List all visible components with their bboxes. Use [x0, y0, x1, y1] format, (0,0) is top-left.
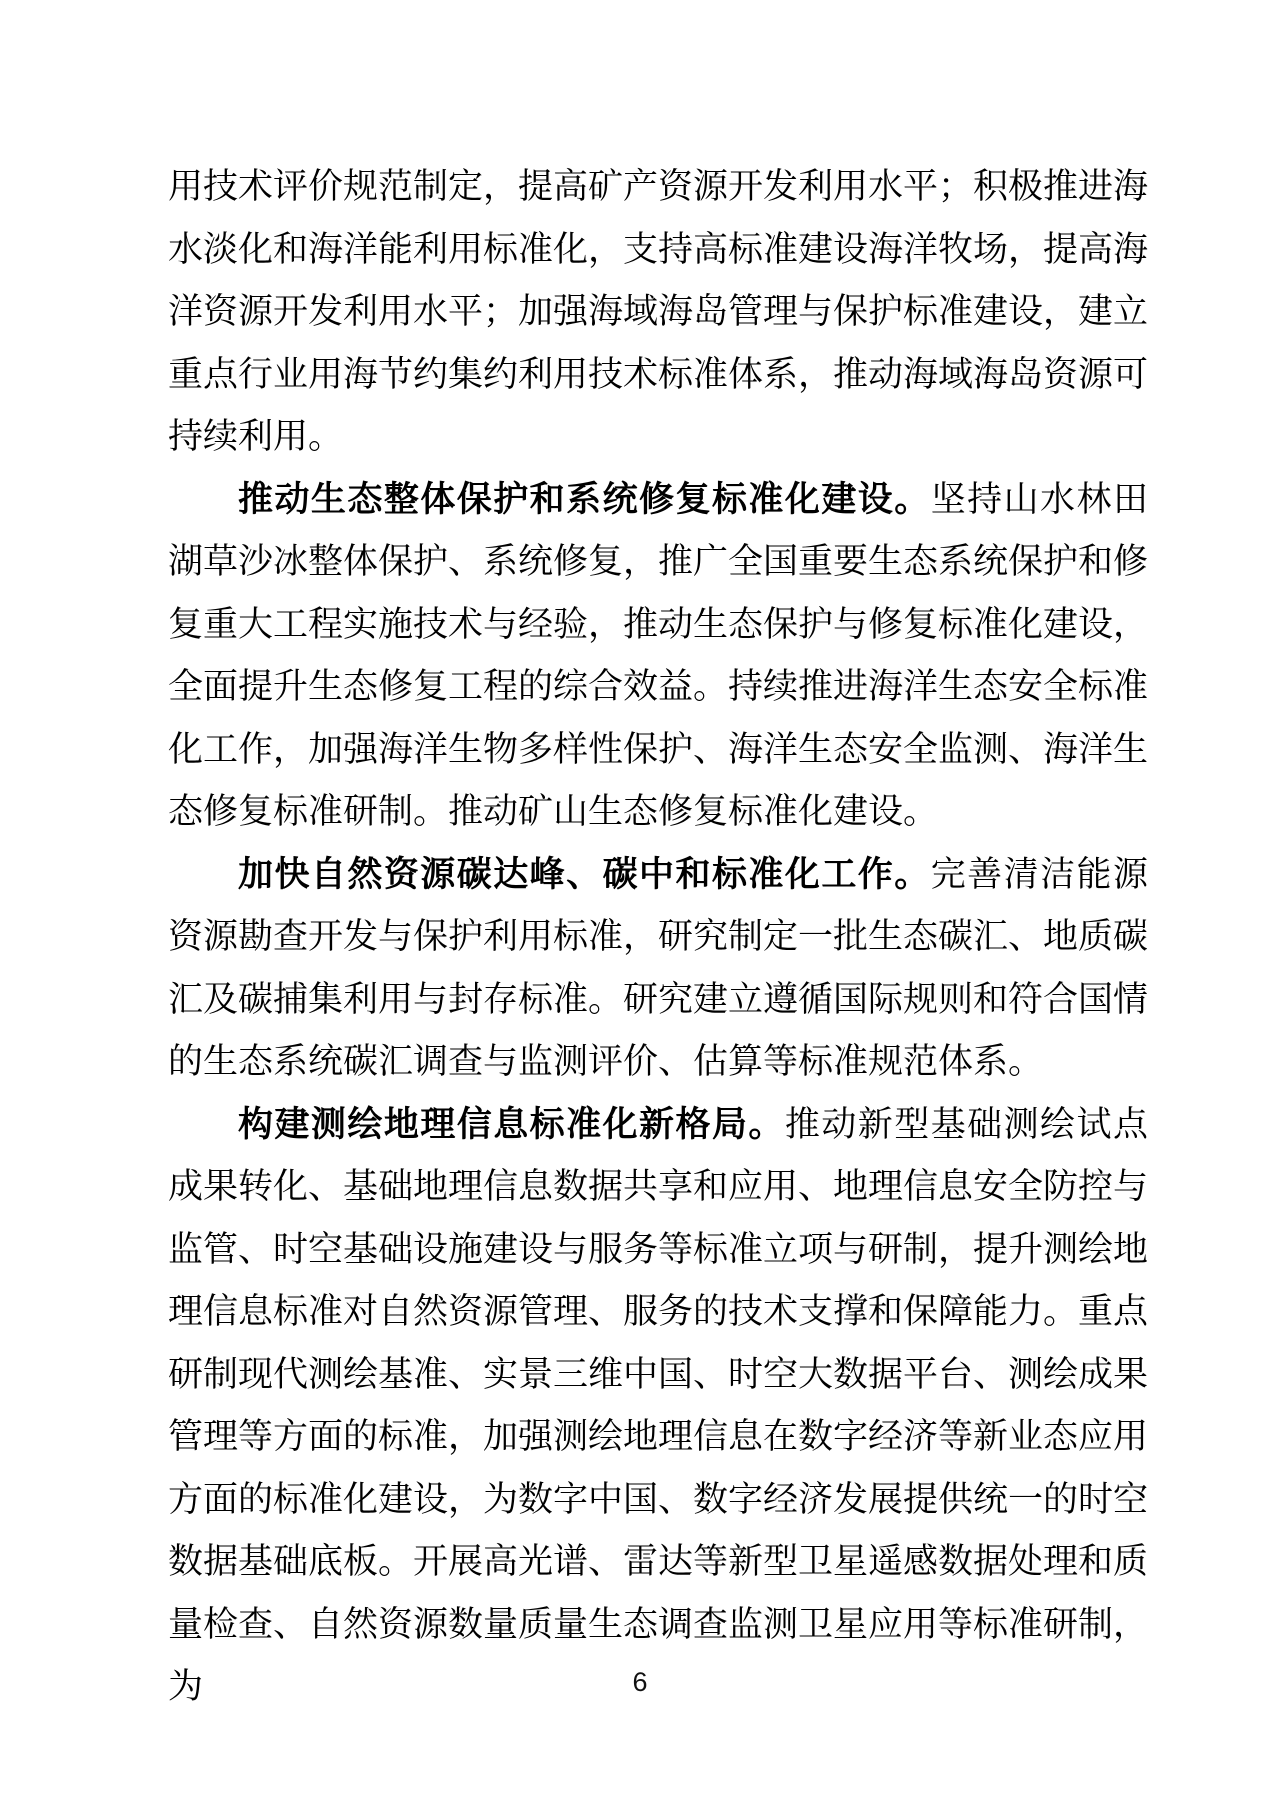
- paragraph-text: 完善清洁能源资源勘查开发与保护利用标准，研究制定一批生态碳汇、地质碳汇及碳捕集利用与封存标准。研究建立遵循国际规则和符合国情的生态系统碳汇调查与监测评价、估算等标准规范体系。: [168, 854, 1149, 1081]
- paragraph-text: 坚持山水林田湖草沙冰整体保护、系统修复，推广全国重要生态系统保护和修复重大工程实施技术与经验，推动生态保护与修复标准化建设，全面提升生态修复工程的综合效益。持续推进海洋生态安全标准化工作，加强海洋生物多样性保护、海洋生态安全监测、海洋生态修复标准研制。推动矿山生态修复标准化建设。: [168, 479, 1149, 831]
- page-footer: [0, 1666, 1280, 1698]
- paragraph-carbon-neutrality: [168, 844, 1148, 1094]
- page-number: 6: [632, 1667, 648, 1697]
- paragraph-continuation: [168, 156, 1148, 469]
- document-body: [168, 156, 1148, 1719]
- paragraph-ecosystem-protection: [168, 469, 1148, 844]
- paragraph-surveying-geoinfo: [168, 1094, 1148, 1719]
- paragraph-text: 用技术评价规范制定，提高矿产资源开发利用水平；积极推进海水淡化和海洋能利用标准化，支持高标准建设海洋牧场，提高海洋资源开发利用水平；加强海域海岛管理与保护标准建设，建立重点行业用海节约集约利用技术标准体系，推动海域海岛资源可持续利用。: [168, 167, 1149, 456]
- paragraph-text: 推动新型基础测绘试点成果转化、基础地理信息数据共享和应用、地理信息安全防控与监管、时空基础设施建设与服务等标准立项与研制，提升测绘地理信息标准对自然资源管理、服务的技术支撑和保障能力。重点研制现代测绘基准、实景三维中国、时空大数据平台、测绘成果管理等方面的标准，加强测绘地理信息在数字经济等新业态应用方面的标准化建设，为数字中国、数字经济发展提供统一的时空数据基础底板。开展高光谱、雷达等新型卫星遥感数据处理和质量检查、自然资源数量质量生态调查监测卫星应用等标准研制，为: [168, 1104, 1149, 1706]
- paragraph-lead: 构建测绘地理信息标准化新格局。: [238, 1104, 785, 1144]
- paragraph-lead: 推动生态整体保护和系统修复标准化建设。: [238, 479, 931, 519]
- paragraph-lead: 加快自然资源碳达峰、碳中和标准化工作。: [238, 854, 931, 894]
